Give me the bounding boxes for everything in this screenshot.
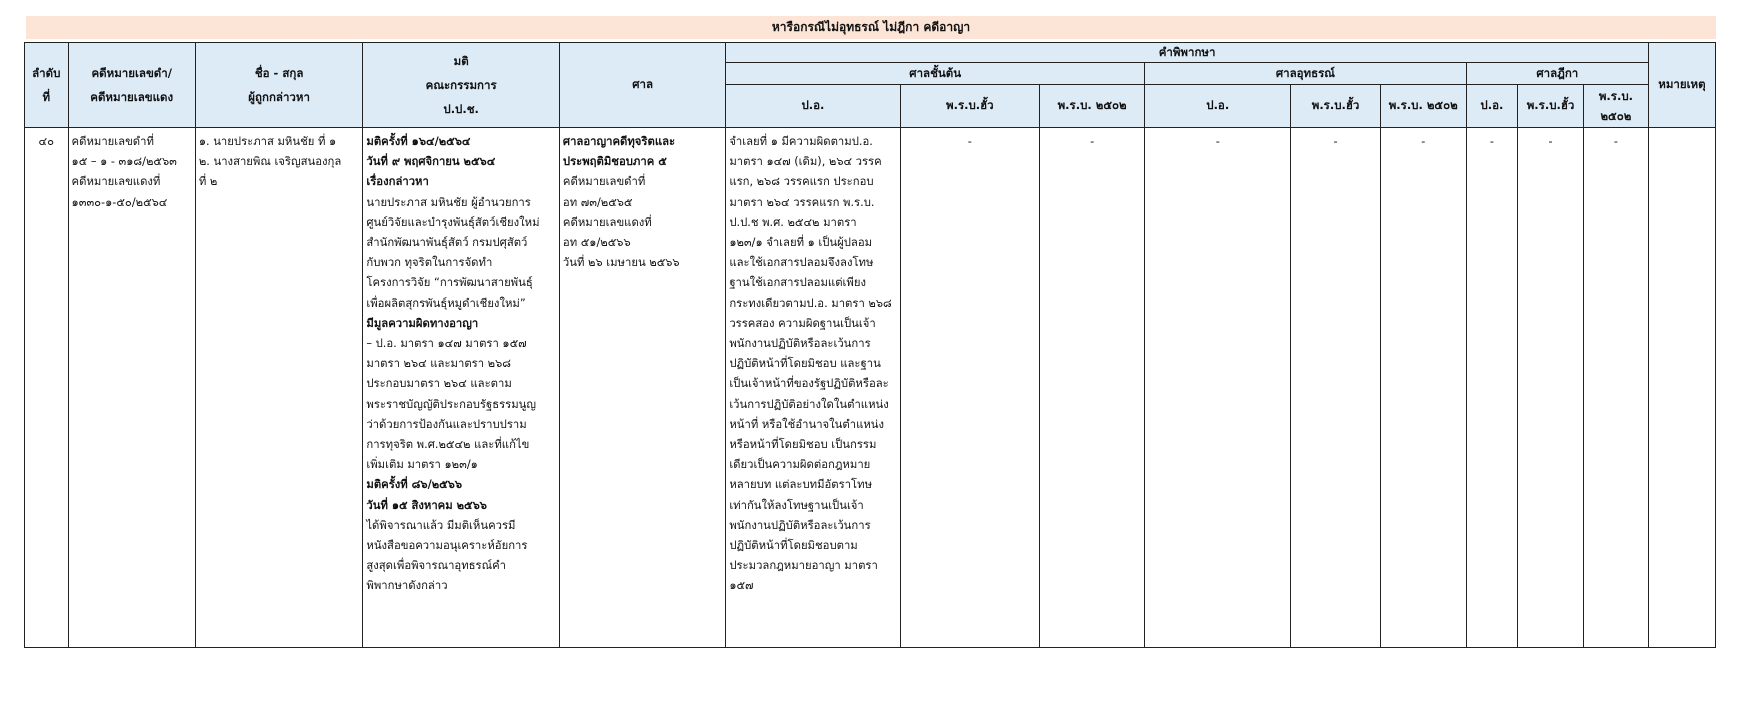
judgment-line: เท่ากันให้ลงโทษฐานเป็นเจ้า — [729, 498, 864, 512]
court-line: คดีหมายเลขแดงที่ — [562, 215, 652, 229]
accused-name-line: ๒. นางสายพิณ เจริญสนองกุล — [198, 155, 342, 169]
header-judgment: คำพิพากษา — [726, 43, 1649, 63]
cell-order: ๔๐ — [25, 128, 69, 648]
judgment-line: ฐานใช้เอกสารปลอมแต่เพียง — [729, 276, 866, 290]
resolution-line: ประกอบมาตรา ๒๖๔ และตาม — [366, 377, 512, 391]
judgment-line: ปฏิบัติหน้าที่โดยมิชอบ และฐาน — [729, 357, 881, 371]
resolution-line: พิพากษาดังกล่าว — [366, 579, 448, 593]
judgment-line: ปฏิบัติหน้าที่โดยมิชอบตาม — [729, 539, 858, 553]
case-number-line: ๑๕ – ๑ - ๓๑๘/๒๕๖๓ — [71, 155, 177, 169]
cell-appeal-bid-act: - — [1291, 128, 1380, 648]
case-number-line: ๑๓๓๐-๑-๕๐/๒๕๖๔ — [71, 195, 168, 209]
resolution-line: การทุจริต พ.ศ.๒๕๔๒ และที่แก้ไข — [366, 438, 530, 452]
resolution-line: กับพวก ทุจริตในการจัดทำ — [366, 256, 493, 270]
header-sub-criminal-code: ป.อ. — [1145, 85, 1291, 128]
judgment-line: มาตรา ๒๖๔ วรรคแรก พ.ร.บ. — [729, 195, 875, 209]
resolution-line: มาตรา ๒๖๔ และมาตรา ๒๖๘ — [366, 357, 511, 371]
resolution-line: สำนักพัฒนาพันธุ์สัตว์ กรมปศุสัตว์ — [366, 236, 528, 250]
judgment-line: แรก, ๒๖๘ วรรคแรก ประกอบ — [729, 175, 874, 189]
court-line: ศาลอาญาคดีทุจริตและ — [562, 135, 676, 148]
resolution-line: มีมูลความผิดทางอาญา — [366, 316, 479, 330]
judgment-line: เว้นการปฏิบัติอย่างใดในตำแหน่ง — [729, 397, 889, 411]
resolution-line: เพื่อผลิตสุกรพันธุ์หมูดำเชียงใหม่” — [366, 296, 526, 310]
cell-first-court-act-2502: - — [1040, 128, 1145, 648]
judgment-line: หรือหน้าที่โดยมิชอบ เป็นกรรม — [729, 438, 877, 452]
court-line: อท ๗๓/๒๕๖๕ — [562, 195, 633, 209]
header-first-instance-court: ศาลชั้นต้น — [726, 63, 1145, 85]
header-case-number: คดีหมายเลขดำ/ คดีหมายเลขแดง — [68, 43, 195, 128]
header-sub-bid-collusion-act: พ.ร.บ.ฮั้ว — [1518, 85, 1584, 128]
resolution-line: พระราชบัญญัติประกอบรัฐธรรมนูญ — [366, 397, 537, 411]
accused-name-line: ๑. นายประภาส มหินชัย ที่ ๑ — [198, 135, 337, 148]
resolution-line: วันที่ ๑๕ สิงหาคม ๒๕๖๖ — [366, 498, 487, 512]
cell-first-court-criminal-code — [726, 128, 900, 648]
resolution-line: ศูนย์วิจัยและบำรุงพันธุ์สัตว์เชียงใหม่ — [366, 215, 540, 229]
cell-case-number — [68, 128, 195, 648]
cell-supreme-criminal-code: - — [1466, 128, 1517, 648]
header-sub-act-2502: พ.ร.บ. ๒๕๐๒ — [1583, 85, 1648, 128]
resolution-line: หนังสือขอความอนุเคราะห์อัยการ — [366, 539, 528, 553]
judgment-line: เป็นเจ้าหน้าที่ของรัฐปฏิบัติหรือละ — [729, 377, 889, 391]
judgment-line: พนักงานปฏิบัติหรือละเว้นการ — [729, 337, 871, 351]
cell-supreme-act-2502: - — [1583, 128, 1648, 648]
judgment-line: หลายบท แต่ละบทมีอัตราโทษ — [729, 478, 873, 492]
header-resolution: มติ คณะกรรมการ ป.ป.ช. — [363, 43, 560, 128]
header-sub-act-2502: พ.ร.บ. ๒๕๐๒ — [1040, 85, 1145, 128]
table-title: หารือกรณีไม่อุทธรณ์ ไม่ฎีกา คดีอาญา — [26, 16, 1716, 39]
accused-name-line: ที่ ๒ — [198, 175, 218, 189]
judgment-line: วรรคสอง ความผิดฐานเป็นเจ้า — [729, 316, 876, 330]
case-table — [24, 42, 1716, 648]
judgment-line: ป.ป.ช พ.ศ. ๒๕๔๒ มาตรา — [729, 215, 857, 229]
header-remarks: หมายเหตุ — [1648, 43, 1715, 128]
cell-supreme-bid-act: - — [1518, 128, 1584, 648]
resolution-line: วันที่ ๙ พฤศจิกายน ๒๕๖๔ — [366, 155, 496, 169]
header-appeal-court: ศาลอุทธรณ์ — [1145, 63, 1467, 85]
judgment-line: กระทงเดียวตามป.อ. มาตรา ๒๖๘ — [729, 296, 892, 310]
judgment-line: หน้าที่ หรือใช้อำนาจในตำแหน่ง — [729, 417, 885, 431]
header-sub-bid-collusion-act: พ.ร.บ.ฮั้ว — [900, 85, 1040, 128]
judgment-line: ประมวลกฎหมายอาญา มาตรา — [729, 559, 878, 573]
judgment-line: เดียวเป็นความผิดต่อกฎหมาย — [729, 458, 871, 472]
resolution-line: – ป.อ. มาตรา ๑๔๗ มาตรา ๑๕๗ — [366, 337, 527, 351]
judgment-line: มาตรา ๑๔๗ (เดิม), ๒๖๔ วรรค — [729, 155, 882, 169]
cell-remarks — [1648, 128, 1715, 648]
header-sub-act-2502: พ.ร.บ. ๒๕๐๒ — [1380, 85, 1466, 128]
header-sub-criminal-code: ป.อ. — [1466, 85, 1517, 128]
header-accused-name: ชื่อ - สกุล ผู้ถูกกล่าวหา — [195, 43, 363, 128]
cell-appeal-criminal-code: - — [1145, 128, 1291, 648]
resolution-line: ได้พิจารณาแล้ว มีมติเห็นควรมี — [366, 518, 516, 532]
judgment-line: ๑๕๗ — [729, 579, 754, 593]
header-order: ลำดับ ที่ — [25, 43, 69, 128]
resolution-line: เพิ่มเติม มาตรา ๑๒๓/๑ — [366, 458, 478, 472]
judgment-line: ๑๒๓/๑ จำเลยที่ ๑ เป็นผู้ปลอม — [729, 236, 873, 250]
resolution-line: เรื่องกล่าวหา — [366, 175, 429, 189]
resolution-line: ว่าด้วยการป้องกันและปราบปราม — [366, 417, 527, 431]
case-number-line: คดีหมายเลขดำที่ — [71, 135, 154, 148]
header-court: ศาล — [559, 43, 725, 128]
court-line: อท ๕๑/๒๕๖๖ — [562, 236, 631, 250]
judgment-line: พนักงานปฏิบัติหรือละเว้นการ — [729, 518, 871, 532]
resolution-line: มติครั้งที่ ๘๖/๒๕๖๖ — [366, 478, 463, 492]
court-line: วันที่ ๒๖ เมษายน ๒๕๖๖ — [562, 256, 680, 270]
judgment-line: และใช้เอกสารปลอมจึงลงโทษ — [729, 256, 874, 270]
cell-appeal-act-2502: - — [1380, 128, 1466, 648]
cell-accused-name — [195, 128, 363, 648]
case-number-line: คดีหมายเลขแดงที่ — [71, 175, 161, 189]
header-sub-bid-collusion-act: พ.ร.บ.ฮั้ว — [1291, 85, 1380, 128]
resolution-line: มติครั้งที่ ๑๖๔/๒๕๖๔ — [366, 135, 471, 148]
cell-court — [559, 128, 725, 648]
judgment-line: จำเลยที่ ๑ มีความผิดตามป.อ. — [729, 135, 873, 148]
header-supreme-court: ศาลฎีกา — [1466, 63, 1648, 85]
cell-first-court-bid-act: - — [900, 128, 1040, 648]
resolution-line: สูงสุดเพื่อพิจารณาอุทธรณ์คำ — [366, 559, 506, 573]
cell-resolution — [363, 128, 560, 648]
header-sub-criminal-code: ป.อ. — [726, 85, 900, 128]
court-line: คดีหมายเลขดำที่ — [562, 175, 646, 189]
table-row — [25, 128, 1716, 648]
court-line: ประพฤติมิชอบภาค ๕ — [562, 155, 667, 169]
resolution-line: โครงการวิจัย “การพัฒนาสายพันธุ์ — [366, 276, 533, 290]
resolution-line: นายประภาส มหินชัย ผู้อำนวยการ — [366, 195, 531, 209]
